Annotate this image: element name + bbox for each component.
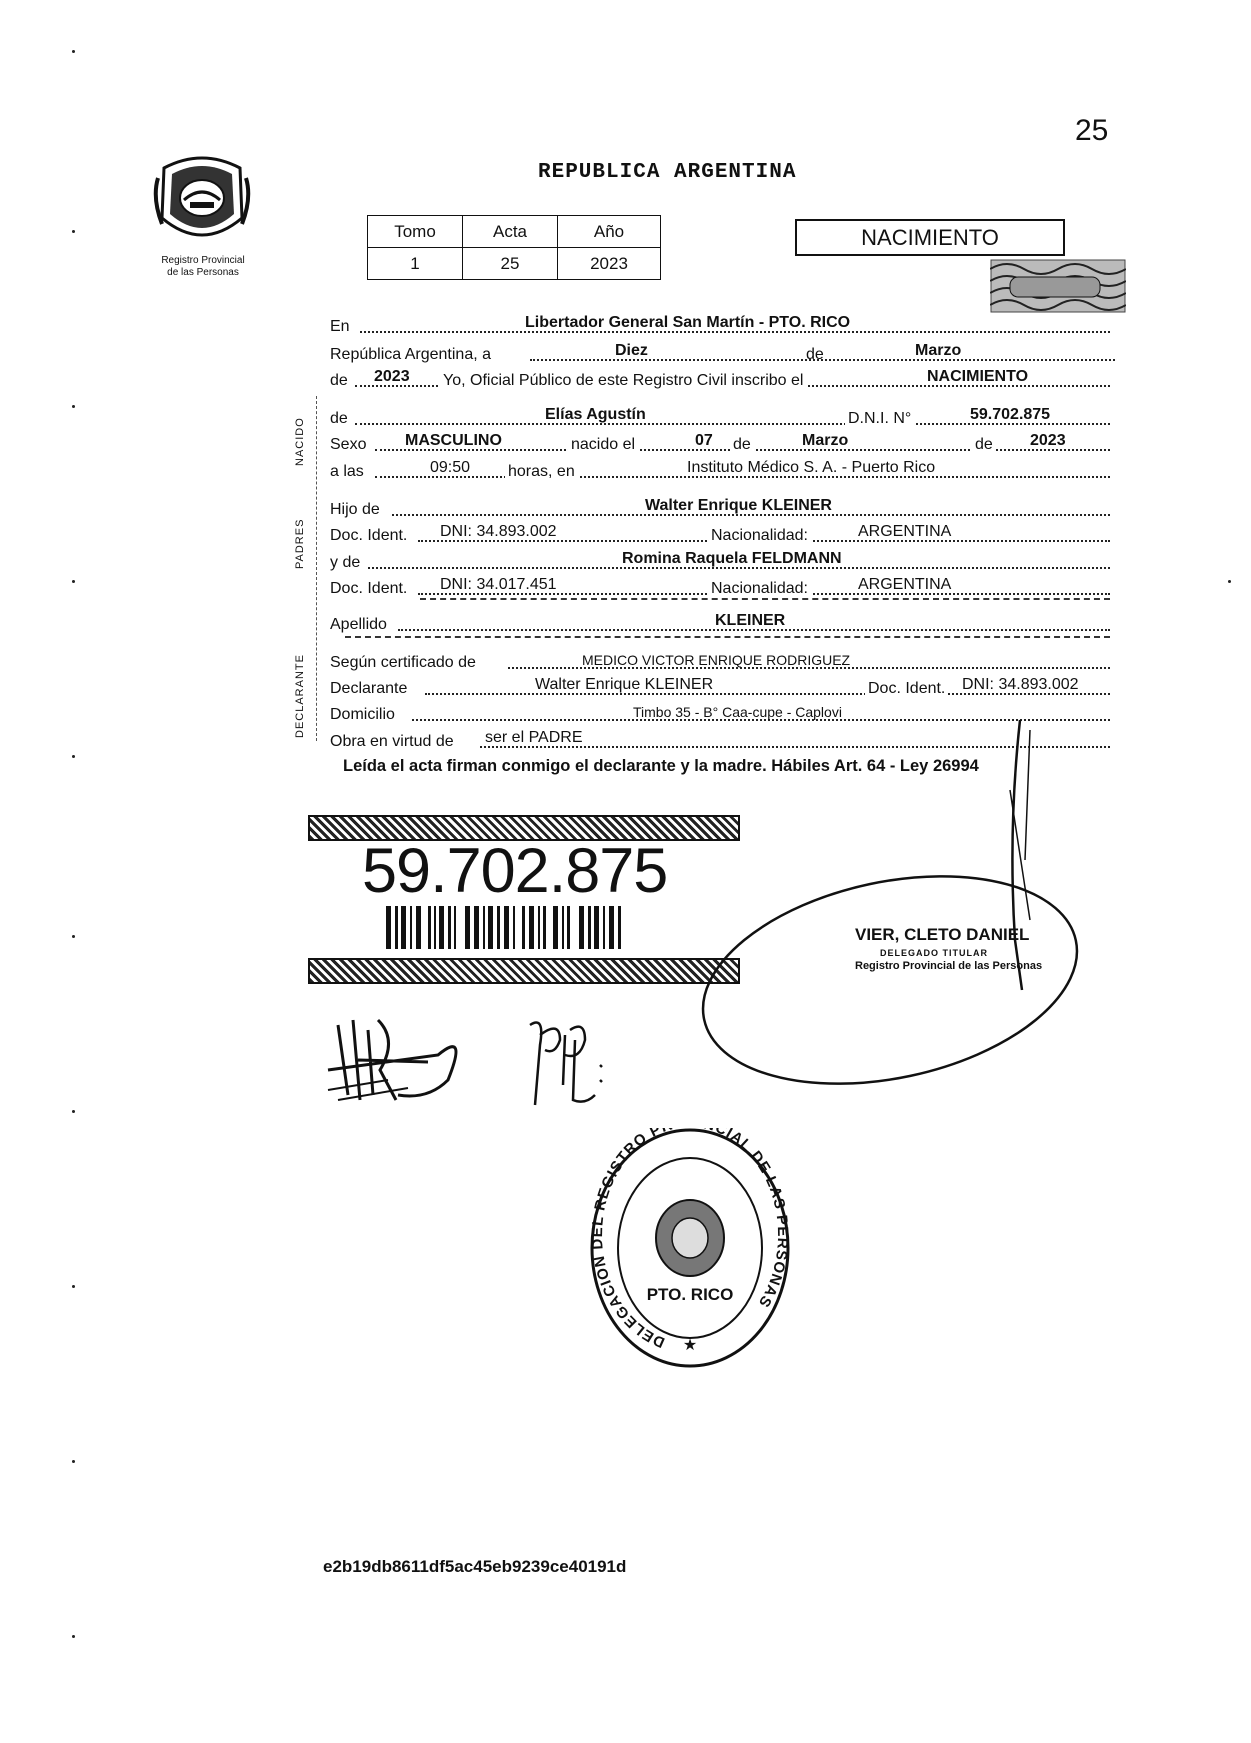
apellido-label: Apellido — [330, 616, 387, 633]
seal-bottom-text: PTO. RICO — [646, 1285, 734, 1304]
security-band-bottom — [308, 958, 740, 984]
logo-caption: Registro Provincial de las Personas — [161, 255, 245, 278]
birth-place: Instituto Médico S. A. - Puerto Rico — [687, 459, 936, 476]
security-stamp — [990, 259, 1126, 313]
official-seal — [590, 1128, 790, 1368]
obra-label: Obra en virtud de — [330, 733, 454, 750]
nacionalidad-label-2: Nacionalidad: — [708, 580, 811, 598]
officer-org: Registro Provincial de las Personas — [855, 960, 1043, 972]
mother-nationality: ARGENTINA — [858, 576, 952, 593]
doc-ident-label-3: Doc. Ident. — [865, 680, 948, 698]
date-line — [330, 344, 1110, 366]
scan-dot — [72, 580, 75, 583]
child-dni: 59.702.875 — [970, 406, 1051, 423]
y-de-label: y de — [330, 554, 361, 571]
mother-doc: DNI: 34.017.451 — [440, 576, 557, 593]
inscribe-text: Yo, Oficial Público de este Registro Civil inscribo el — [440, 372, 806, 390]
horas-label: horas, en — [505, 463, 578, 481]
de-label-2: de — [730, 436, 754, 454]
apellido-line — [330, 614, 1110, 636]
page-title: REPUBLICA ARGENTINA — [538, 161, 797, 184]
left-divider — [316, 396, 317, 741]
anio-value: 2023 — [558, 248, 661, 280]
nacido-el-label: nacido el — [568, 436, 638, 454]
scan-dot — [72, 1635, 75, 1638]
nacionalidad-label: Nacionalidad: — [708, 527, 811, 545]
declarante-value: Walter Enrique KLEINER — [535, 676, 714, 693]
en-label: En — [330, 318, 350, 335]
dashed-separator — [420, 598, 1110, 600]
scan-dot — [72, 1285, 75, 1288]
scan-dot — [72, 1110, 75, 1113]
apellido-value: KLEINER — [715, 612, 786, 629]
year-line — [330, 370, 1110, 392]
anio-header: Año — [558, 216, 661, 248]
svg-text:★: ★ — [682, 1335, 698, 1354]
birth-year: 2023 — [1030, 432, 1066, 449]
document-hash: e2b19db8611df5ac45eb9239ce40191d — [323, 1557, 627, 1576]
seal-ring-text: DELEGACION DEL REGISTRO P CIAL DE LAS PERSONAS — [590, 1128, 790, 1351]
doc-ident-label: Doc. Ident. — [330, 527, 408, 544]
officer-title: DELEGADO TITULAR — [880, 948, 988, 958]
child-name: Elías Agustín — [545, 406, 646, 423]
dni-label: D.N.I. N° — [845, 410, 914, 428]
year-value: 2023 — [374, 368, 410, 385]
mother-doc-line — [330, 578, 1110, 600]
obra-value: ser el PADRE — [485, 729, 583, 746]
father-doc: DNI: 34.893.002 — [440, 523, 557, 540]
father-name: Walter Enrique KLEINER — [645, 497, 832, 514]
domicilio-label: Domicilio — [330, 706, 395, 723]
declarante-label: Declarante — [330, 680, 408, 697]
scan-dot — [72, 1460, 75, 1463]
birth-day: 07 — [695, 432, 713, 449]
domicilio-value: Timbo 35 - B° Caa-cupe - Caplovi — [633, 704, 842, 720]
republica-label: República Argentina, a — [330, 346, 491, 363]
certificado-label: Según certificado de — [330, 654, 476, 671]
acta-header: Acta — [463, 216, 558, 248]
sex-line — [330, 434, 1110, 456]
father-doc-line — [330, 525, 1110, 547]
mother-name: Romina Raquela FELDMANN — [622, 550, 842, 567]
year-prefix: de — [330, 372, 348, 389]
a-las-label: a las — [330, 463, 364, 480]
certificado-value: MEDICO VICTOR ENRIQUE RODRIGUEZ — [582, 652, 851, 668]
scan-dot — [72, 230, 75, 233]
id-number: 59.702.875 — [362, 836, 668, 906]
doc-ident-label-2: Doc. Ident. — [330, 580, 408, 597]
padres-side-label: PADRES — [294, 518, 306, 569]
certificado-line — [330, 652, 1110, 674]
scan-dot — [72, 405, 75, 408]
declarante-line — [330, 678, 1110, 700]
de-label-3: de — [972, 436, 996, 454]
declarante-doc: DNI: 34.893.002 — [962, 676, 1079, 693]
time-line — [330, 461, 1110, 483]
inscribe-value: NACIMIENTO — [927, 368, 1029, 385]
father-nationality: ARGENTINA — [858, 523, 952, 540]
acta-value: 25 — [463, 248, 558, 280]
signature-mother — [515, 1005, 615, 1115]
en-line — [330, 316, 1110, 338]
reference-table — [367, 215, 661, 280]
scan-dot — [72, 755, 75, 758]
nacido-de-label: de — [330, 410, 348, 427]
provincial-logo — [150, 148, 254, 252]
officer-signature — [690, 710, 1120, 1110]
scan-dot — [72, 935, 75, 938]
tomo-header: Tomo — [368, 216, 463, 248]
scan-dot — [1228, 580, 1231, 583]
birth-time: 09:50 — [430, 459, 471, 476]
de-label: de — [806, 346, 824, 363]
page-number: 25 — [1075, 114, 1109, 147]
barcode — [386, 906, 626, 949]
declarante-side-label: DECLARANTE — [294, 654, 306, 738]
act-type-box: NACIMIENTO — [795, 219, 1065, 256]
mother-line — [330, 552, 1110, 574]
birth-month: Marzo — [802, 432, 849, 449]
sexo-label: Sexo — [330, 436, 367, 453]
dashed-separator — [345, 636, 1110, 638]
hijo-de-label: Hijo de — [330, 501, 380, 518]
father-line — [330, 499, 1110, 521]
sexo-value: MASCULINO — [405, 432, 502, 449]
child-name-line — [330, 408, 1110, 430]
month-value: Marzo — [915, 342, 962, 359]
day-value: Diez — [615, 342, 648, 359]
scan-dot — [72, 50, 75, 53]
tomo-value: 1 — [368, 248, 463, 280]
officer-name: VIER, CLETO DANIEL — [855, 925, 1030, 944]
nacido-side-label: NACIDO — [294, 417, 306, 466]
closing-statement: Leída el acta firman conmigo el declarante y la madre. Hábiles Art. 64 - Ley 26994 — [343, 757, 979, 775]
en-value: Libertador General San Martín - PTO. RICO — [525, 314, 851, 331]
